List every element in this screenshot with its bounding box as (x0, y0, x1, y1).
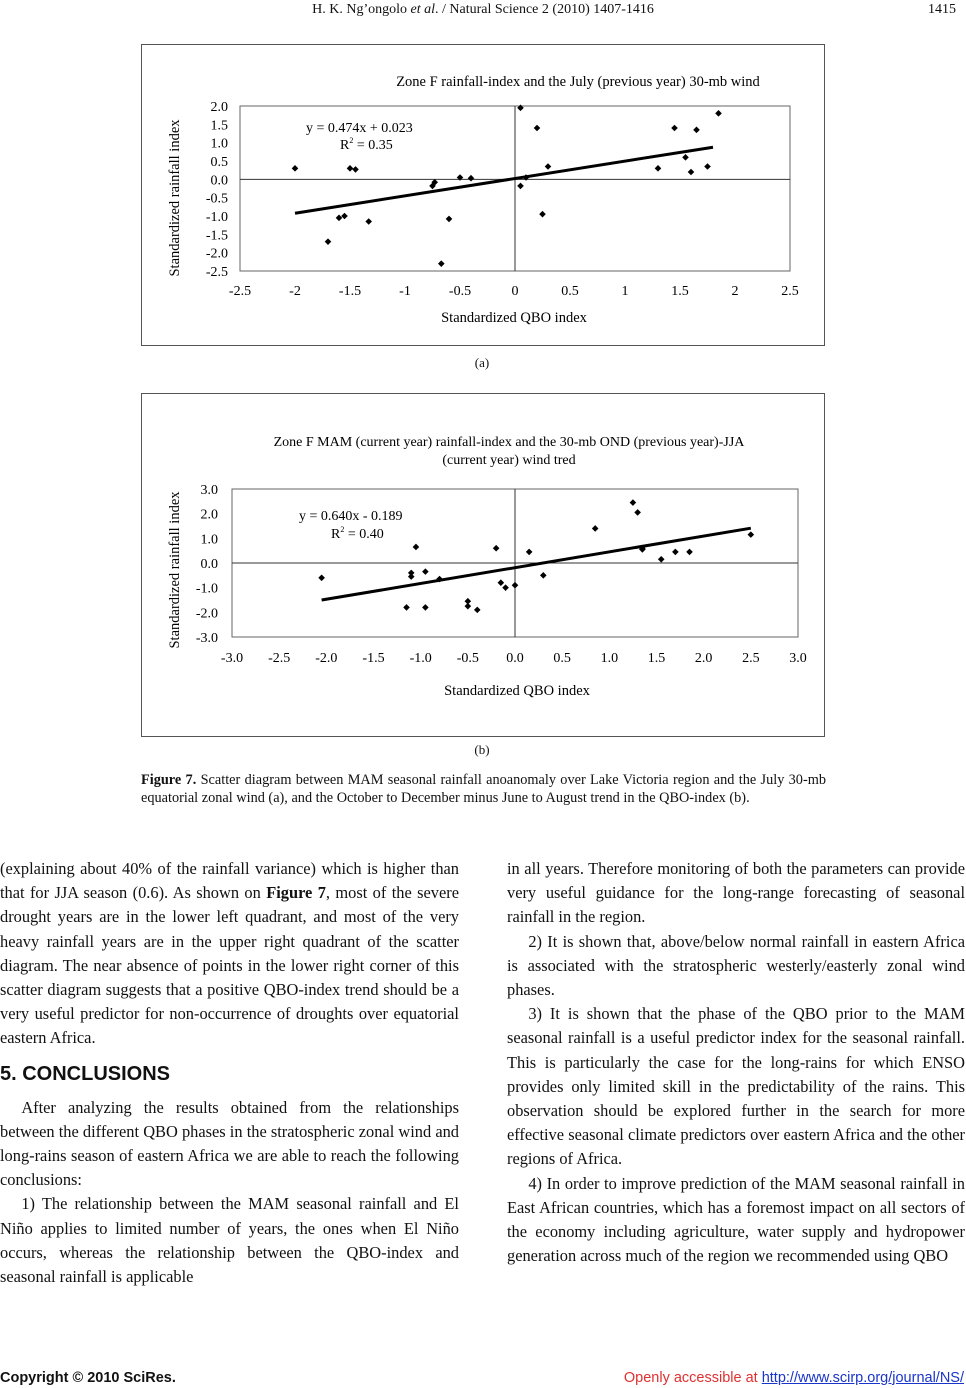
caption-text: Scatter diagram between MAM seasonal rainfall anoanomaly over Lake Victoria region and the July 30-mb equatorial zonal wind (a), and the October to December minus June to August trend in the QBO-index (b). (141, 772, 826, 806)
data-point (498, 579, 505, 586)
data-point (715, 110, 722, 117)
y-tick-label: -3.0 (195, 631, 218, 646)
paragraph-text: (explaining about 40% of the rainfall variance) which is higher than that for JJA season (0.6). As shown on (0, 859, 459, 903)
x-tick-label: -1.0 (409, 651, 432, 666)
chart-b-title-line2: (current year) wind tred (442, 453, 576, 468)
x-tick-label: 1.0 (600, 651, 619, 666)
y-tick-label: -1.5 (205, 228, 228, 244)
x-tick-label: 2 (731, 284, 739, 299)
x-tick-label: -2.5 (228, 284, 252, 299)
chart-b-ylabel: Standardized rainfall index (167, 491, 183, 649)
data-point (688, 169, 695, 176)
x-tick-label: -1.5 (362, 651, 385, 666)
y-tick-label: 2.0 (210, 100, 228, 115)
open-access-prefix: Openly accessible at (623, 1370, 762, 1386)
y-tick-label: 0.0 (210, 173, 228, 189)
paragraph: in all years. Therefore monitoring of both the parameters can provide very useful guidance for the long-range forecasting of seasonal rainfall in the region. (507, 859, 965, 927)
data-point (465, 603, 472, 610)
y-tick-label: 0.5 (210, 155, 228, 170)
open-access-note (624, 1370, 964, 1386)
data-point (422, 568, 429, 575)
trend-line (295, 147, 713, 213)
x-tick-label: 2.0 (694, 651, 713, 666)
x-tick-label: 3.0 (789, 651, 807, 666)
chart-a-r2-value: = 0.35 (353, 138, 393, 153)
x-tick-label: -2.5 (268, 651, 291, 666)
data-point (341, 213, 348, 220)
chart-a-r2-sup: 2 (349, 136, 354, 145)
data-point (748, 531, 755, 538)
chart-b-xlabel: Standardized QBO index (444, 683, 590, 699)
data-point (592, 525, 599, 532)
data-point (422, 604, 429, 611)
x-tick-label: 1.5 (647, 651, 666, 666)
x-tick-label: 2.5 (781, 284, 799, 299)
y-tick-label: 3.0 (200, 483, 218, 498)
data-point (540, 572, 547, 579)
data-point (403, 604, 410, 611)
chart-b-title-line1: Zone F MAM (current year) rainfall-index and the 30-mb OND (previous year)-JJA (273, 435, 745, 450)
chart-b-r2 (331, 525, 384, 542)
data-point (413, 544, 420, 551)
x-tick-label: 0.0 (506, 651, 524, 666)
right-column (507, 857, 965, 1268)
data-point (693, 127, 700, 134)
x-tick-label: 2.5 (742, 651, 760, 666)
chart-a-ylabel: Standardized rainfall index (167, 119, 183, 277)
data-point (526, 549, 533, 556)
figure-b-label: (b) (474, 742, 490, 757)
data-point (539, 211, 546, 218)
running-head-journal: . / Natural Science 2 (2010) 1407-1416 (435, 2, 654, 17)
x-tick-label: 0.5 (553, 651, 571, 666)
y-tick-label: 1.0 (200, 532, 218, 548)
paragraph: 1) The relationship between the MAM seasonal rainfall and El Niño applies to limited number of years, the ones when El Niño occurs, whereas the relationship between the QBO-index and seasonal rainfall is applicable (0, 1194, 459, 1287)
data-point (545, 163, 552, 170)
paragraph: 3) It is shown that the phase of the QBO prior to the MAM seasonal rainfall is a useful predictor index for the seasonal rainfall. This is particularly the case for the long-rains for which ENSO provides only limited skill in the predictability of the rains. This observation should be explored further in the search for more effective seasonal climate predictors over eastern Africa and the other regions of Africa. (507, 1004, 965, 1169)
data-point (493, 545, 500, 552)
x-tick-label: -0.5 (448, 284, 472, 299)
paragraph: After analyzing the results obtained from the relationships between the different QBO phases in the stratospheric zonal wind and long-rains season of eastern Africa we are able to reach the following conclusions: (0, 1097, 459, 1190)
y-tick-label: 2.0 (200, 507, 218, 523)
chart-a-xlabel: Standardized QBO index (441, 310, 587, 326)
data-point (408, 573, 415, 580)
x-tick-label: -3.0 (220, 651, 244, 666)
chart-a-r2 (340, 136, 393, 153)
running-head-authors: H. K. Ng’ongolo (312, 2, 411, 17)
paragraph (0, 857, 459, 1051)
data-point (446, 216, 453, 223)
figure-reference: Figure 7 (266, 883, 326, 903)
journal-link[interactable]: http://www.scirp.org/journal/NS/ (761, 1370, 964, 1386)
y-tick-label: 1.5 (210, 118, 228, 134)
chart-a-title: Zone F rainfall-index and the July (previous year) 30-mb wind (396, 74, 760, 90)
x-tick-label: -2 (289, 284, 301, 299)
x-tick-label: 0.5 (561, 284, 579, 299)
left-column (0, 857, 459, 1289)
running-header (0, 2, 966, 22)
y-tick-label: -2.5 (205, 265, 228, 280)
x-tick-label: -1.5 (338, 284, 362, 299)
data-point (634, 509, 641, 516)
y-tick-label: 0.0 (200, 557, 218, 572)
x-tick-label: -1 (399, 284, 411, 299)
data-point (671, 125, 678, 132)
data-point (658, 556, 665, 563)
chart-b-equation: y = 0.640x - 0.189 (299, 509, 403, 524)
figure-7a (141, 44, 825, 346)
data-point (630, 499, 637, 506)
page-number: 1415 (928, 2, 956, 17)
data-point (365, 218, 372, 225)
x-tick-label: -0.5 (456, 651, 479, 666)
scatter-chart-a (142, 45, 824, 345)
caption-label: Figure 7. (141, 772, 197, 788)
x-tick-label: 1 (621, 284, 629, 299)
y-tick-label: -0.5 (205, 191, 228, 207)
data-point (468, 175, 475, 182)
data-point (534, 125, 541, 132)
figure-caption (141, 771, 826, 807)
y-tick-label: -1.0 (195, 581, 218, 597)
data-point (655, 165, 662, 172)
data-point (682, 154, 689, 161)
chart-b-r2-label: R (331, 527, 341, 542)
y-tick-label: -2.0 (205, 246, 228, 262)
paragraph-text: , most of the severe drought years are in the lower left quadrant, and most of the very heavy rainfall years are in the upper right quadrant of the scatter diagram. The near absence of points in the lower right corner of this scatter diagram suggests that a positive QBO-index trend should be a very useful predictor for non-occurrence of droughts over equatorial eastern Africa. (0, 883, 459, 1048)
data-point (292, 165, 299, 172)
trend-line (322, 528, 751, 600)
data-point (517, 183, 524, 190)
data-point (502, 584, 509, 591)
data-point (347, 165, 354, 172)
data-point (352, 166, 359, 173)
chart-a-r2-label: R (340, 138, 350, 153)
data-point (438, 260, 445, 267)
chart-b-r2-sup: 2 (340, 525, 345, 534)
section-heading: 5. CONCLUSIONS (0, 1062, 171, 1085)
data-point (686, 549, 693, 556)
copyright: Copyright © 2010 SciRes. (0, 1370, 176, 1386)
data-point (474, 607, 481, 614)
running-head-etal: et al (410, 2, 435, 17)
data-point (336, 215, 343, 222)
figure-a-label: (a) (474, 355, 490, 370)
chart-a-equation: y = 0.474x + 0.023 (306, 121, 413, 136)
data-point (672, 549, 679, 556)
data-point (512, 582, 519, 589)
figure-7b (141, 393, 825, 737)
scatter-chart-b (142, 394, 824, 736)
running-head (0, 2, 966, 18)
y-tick-label: -1.0 (205, 210, 228, 225)
x-tick-label: 0 (511, 284, 519, 299)
chart-b-r2-value: = 0.40 (344, 527, 384, 542)
data-point (704, 163, 711, 170)
y-tick-label: -2.0 (195, 606, 218, 622)
x-tick-label: -2.0 (315, 651, 338, 666)
paragraph: 2) It is shown that, above/below normal rainfall in eastern Africa is associated with the stratospheric westerly/easterly zonal wind phases. (507, 931, 965, 1000)
paragraph: 4) In order to improve prediction of the MAM seasonal rainfall in East African countries, which has a foremost impact on all sectors of the economy including agriculture, water supply and hydropower generation across much of the region we recommended using QBO (507, 1173, 965, 1266)
x-tick-label: 1.5 (671, 284, 689, 299)
data-point (325, 238, 332, 245)
data-point (318, 575, 325, 582)
y-tick-label: 1.0 (210, 136, 228, 152)
